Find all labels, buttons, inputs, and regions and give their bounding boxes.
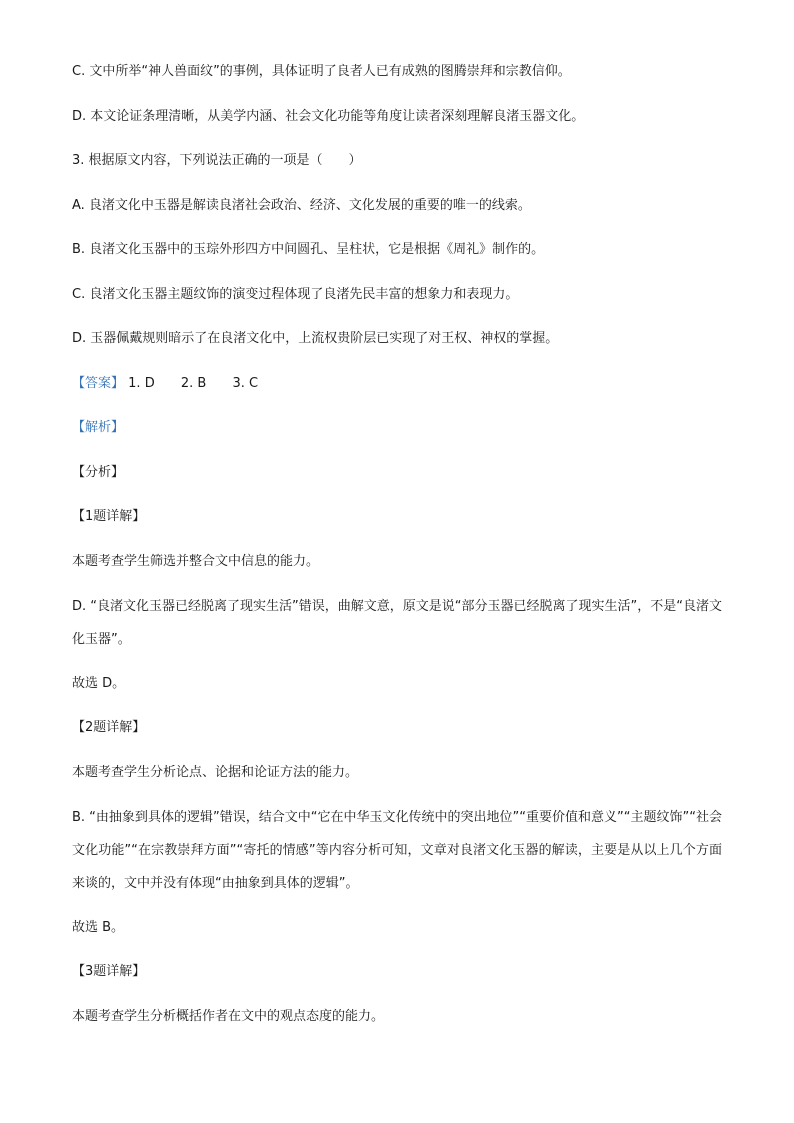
option-3d: D. 玉器佩戴规则暗示了在良渚文化中，上流权贵阶层已实现了对王权、神权的掌握。 (72, 331, 559, 346)
q1-detail-heading: 【1题详解】 (72, 509, 146, 524)
q2-explanation: B. “由抽象到具体的逻辑”错误，结合文中“它在中华玉文化传统中的突出地位”“重要价值和意义”“主题纹饰”“社会文化功能”“在宗教崇拜方面”“寄托的情感”等内容分析可知，文章对良渚文化玉器的解读，主要是从以上几个方面来谈的，文中并没有体现“由抽象到具体的逻辑”。 (72, 809, 722, 891)
option-3a: A. 良渚文化中玉器是解读良渚社会政治、经济、文化发展的重要的唯一的线索。 (72, 197, 531, 213)
q2-intro: 本题考查学生分析论点、论据和论证方法的能力。 (72, 764, 359, 780)
q2-choice: 故选 B。 (72, 919, 125, 935)
option-2d: D. 本文论证条理清晰，从美学内涵、社会文化功能等角度让读者深刻理解良渚玉器文化。 (72, 108, 585, 124)
q2-detail-heading: 【2题详解】 (72, 720, 146, 735)
answer-line (72, 374, 722, 394)
option-3c: C. 良渚文化玉器主题纹饰的演变过程体现了良渚先民丰富的想象力和表现力。 (72, 286, 519, 302)
document-page (72, 62, 722, 1051)
answer-1: 1. D (128, 375, 155, 391)
q3-detail-heading: 【3题详解】 (72, 964, 146, 979)
answer-3: 3. C (232, 375, 259, 391)
q1-choice: 故选 D。 (72, 675, 126, 691)
q1-intro: 本题考查学生筛选并整合文中信息的能力。 (72, 553, 320, 569)
question-3-stem: 3. 根据原文内容，下列说法正确的一项是（ ） (72, 153, 362, 168)
answer-2: 2. B (180, 375, 207, 391)
q1-explanation: D. “良渚文化玉器已经脱离了现实生活”错误，曲解文意，原文是说“部分玉器已经脱离了现实生活”，不是“良渚文化玉器”。 (72, 598, 722, 647)
analysis-heading: 【解析】 (72, 420, 125, 435)
fenxi-heading: 【分析】 (72, 464, 125, 480)
q3-intro: 本题考查学生分析概括作者在文中的观点态度的能力。 (72, 1008, 385, 1024)
answer-tag: 【答案】 (72, 375, 125, 391)
option-2c: C. 文中所举“神人兽面纹”的事例，具体证明了良者人已有成熟的图腾崇拜和宗教信仰。 (72, 64, 571, 79)
option-3b: B. 良渚文化玉器中的玉琮外形四方中间圆孔、呈柱状，它是根据《周礼》制作的。 (72, 242, 545, 257)
